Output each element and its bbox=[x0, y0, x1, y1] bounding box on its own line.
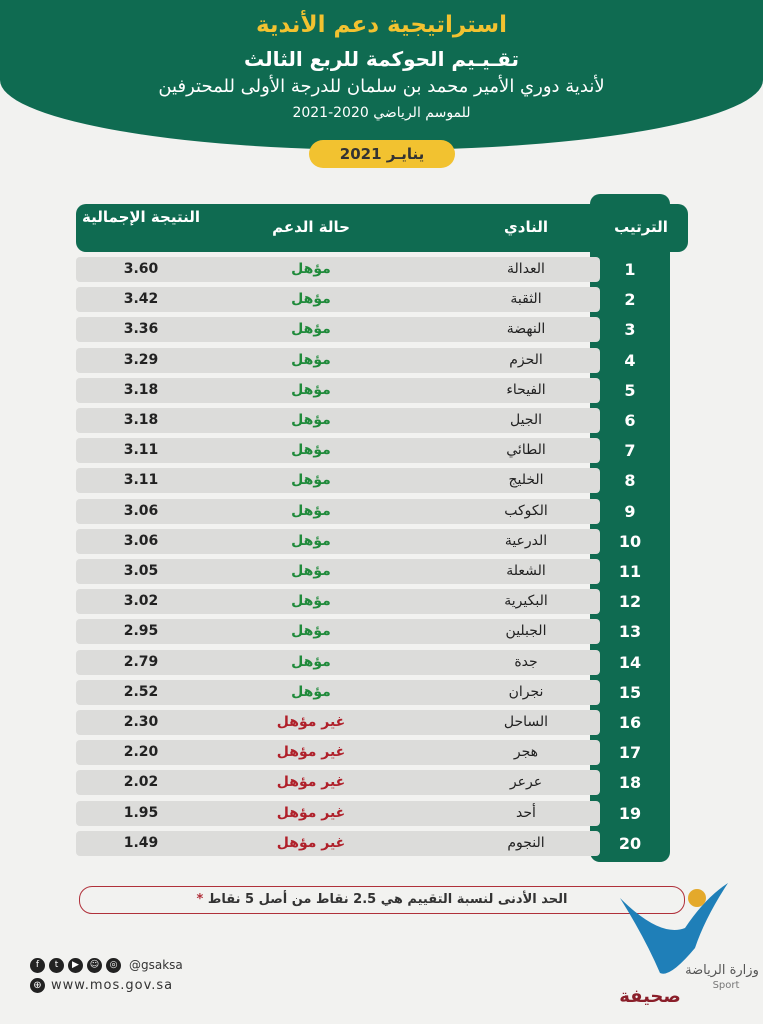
rank-number: 20 bbox=[618, 834, 642, 853]
page-title: استراتيجية دعم الأندية bbox=[255, 12, 508, 38]
header-total: النتيجة الإجمالية bbox=[82, 208, 200, 226]
support-status: مؤهل bbox=[291, 291, 331, 307]
table-row bbox=[76, 559, 600, 584]
total-score: 2.20 bbox=[123, 744, 159, 760]
twitter-icon[interactable]: t bbox=[49, 958, 64, 973]
header-banner bbox=[0, 0, 763, 150]
total-score: 3.18 bbox=[123, 412, 159, 428]
table-row bbox=[76, 438, 600, 463]
support-status: مؤهل bbox=[291, 654, 331, 670]
rank-number: 1 bbox=[624, 260, 636, 279]
instagram-icon[interactable]: ◎ bbox=[106, 958, 121, 973]
total-score: 3.60 bbox=[123, 261, 159, 277]
rank-number: 3 bbox=[624, 320, 636, 339]
rank-number: 14 bbox=[618, 653, 642, 672]
total-score: 3.29 bbox=[123, 352, 159, 368]
total-score: 2.30 bbox=[123, 714, 159, 730]
support-status: مؤهل bbox=[291, 261, 331, 277]
total-score: 3.18 bbox=[123, 382, 159, 398]
rank-number: 4 bbox=[624, 351, 636, 370]
support-status: مؤهل bbox=[291, 533, 331, 549]
total-score: 3.06 bbox=[123, 533, 159, 549]
website-link[interactable] bbox=[30, 976, 173, 994]
support-status: مؤهل bbox=[291, 321, 331, 337]
table-row bbox=[76, 529, 600, 554]
support-status: مؤهل bbox=[291, 442, 331, 458]
support-status: غير مؤهل bbox=[276, 744, 346, 760]
table-row bbox=[76, 378, 600, 403]
table-row bbox=[76, 680, 600, 705]
total-score: 2.79 bbox=[123, 654, 159, 670]
table-row bbox=[76, 770, 600, 795]
total-score: 3.11 bbox=[123, 472, 159, 488]
support-status: مؤهل bbox=[291, 563, 331, 579]
rank-number: 5 bbox=[624, 381, 636, 400]
newspaper-logo bbox=[600, 878, 759, 1010]
club-name: الجبلين bbox=[505, 623, 547, 639]
rank-number: 9 bbox=[624, 502, 636, 521]
support-status: مؤهل bbox=[291, 503, 331, 519]
note-text: الحد الأدنى لنسبة التقييم هي 2.5 نقاط من أصل 5 نقاط bbox=[207, 892, 568, 907]
rank-number: 15 bbox=[618, 683, 642, 702]
support-status: غير مؤهل bbox=[276, 774, 346, 790]
total-score: 3.02 bbox=[123, 593, 159, 609]
support-status: مؤهل bbox=[291, 382, 331, 398]
globe-icon: ⊕ bbox=[30, 978, 45, 993]
table-header bbox=[76, 204, 688, 252]
club-name: الشعلة bbox=[506, 563, 546, 579]
rank-number: 13 bbox=[618, 622, 642, 641]
logo-ministry-text: وزارة الرياضة bbox=[685, 963, 759, 978]
support-status: مؤهل bbox=[291, 352, 331, 368]
club-name: الحزم bbox=[509, 352, 543, 368]
club-name: الطائي bbox=[506, 442, 546, 458]
table-row bbox=[76, 348, 600, 373]
support-status: مؤهل bbox=[291, 412, 331, 428]
club-name: الكوكب bbox=[504, 503, 548, 519]
rank-number: 7 bbox=[624, 441, 636, 460]
logo-head-icon bbox=[688, 889, 706, 907]
note-star: * bbox=[196, 892, 204, 907]
table-row bbox=[76, 468, 600, 493]
club-name: الدرعية bbox=[504, 533, 548, 549]
table-row bbox=[76, 408, 600, 433]
club-name: نجران bbox=[508, 684, 544, 700]
logo-newspaper-text: صحيفة bbox=[619, 986, 681, 1007]
logo-figure-icon bbox=[620, 883, 728, 974]
club-name: هجر bbox=[513, 744, 539, 760]
support-status: غير مؤهل bbox=[276, 835, 346, 851]
support-status: مؤهل bbox=[291, 684, 331, 700]
table-row bbox=[76, 619, 600, 644]
club-name: الساحل bbox=[503, 714, 549, 730]
page-subtitle: تقـيـيم الحوكمة للربع الثالث bbox=[244, 47, 519, 71]
rank-number: 11 bbox=[618, 562, 642, 581]
facebook-icon[interactable]: f bbox=[30, 958, 45, 973]
table-row bbox=[76, 831, 600, 856]
rank-number: 16 bbox=[618, 713, 642, 732]
header-club: النادي bbox=[504, 218, 548, 236]
total-score: 3.42 bbox=[123, 291, 159, 307]
total-score: 2.02 bbox=[123, 774, 159, 790]
rank-number: 8 bbox=[624, 471, 636, 490]
club-name: جدة bbox=[514, 654, 538, 670]
rank-number: 12 bbox=[618, 592, 642, 611]
website-url[interactable]: www.mos.gov.sa bbox=[51, 977, 174, 993]
youtube-icon[interactable]: ▶ bbox=[68, 958, 83, 973]
table-row bbox=[76, 650, 600, 675]
rank-number: 18 bbox=[618, 773, 642, 792]
logo-ministry-en-text: Sport bbox=[712, 980, 740, 991]
club-name: عرعر bbox=[509, 774, 543, 790]
club-name: النهضة bbox=[506, 321, 546, 337]
club-name: الثقبة bbox=[510, 291, 542, 307]
social-handle[interactable]: @gsaksa bbox=[129, 958, 183, 972]
club-name: النجوم bbox=[507, 835, 545, 851]
total-score: 1.49 bbox=[123, 835, 159, 851]
club-name: الجيل bbox=[509, 412, 543, 428]
minimum-score-note bbox=[79, 886, 685, 914]
total-score: 3.06 bbox=[123, 503, 159, 519]
rank-number: 6 bbox=[624, 411, 636, 430]
support-status: مؤهل bbox=[291, 623, 331, 639]
total-score: 1.95 bbox=[123, 805, 159, 821]
season-label: للموسم الرياضي 2020-2021 bbox=[292, 105, 471, 121]
league-name: لأندية دوري الأمير محمد بن سلمان للدرجة الأولى للمحترفين bbox=[158, 76, 605, 97]
club-name: البكيرية bbox=[504, 593, 548, 609]
total-score: 3.36 bbox=[123, 321, 159, 337]
snapchat-icon[interactable]: ☺ bbox=[87, 958, 102, 973]
total-score: 3.11 bbox=[123, 442, 159, 458]
support-status: غير مؤهل bbox=[276, 805, 346, 821]
total-score: 3.05 bbox=[123, 563, 159, 579]
total-score: 2.95 bbox=[123, 623, 159, 639]
rank-number: 10 bbox=[618, 532, 642, 551]
club-name: أحد bbox=[516, 805, 536, 821]
table-row bbox=[76, 287, 600, 312]
social-links bbox=[30, 955, 183, 975]
table-row bbox=[76, 710, 600, 735]
support-status: غير مؤهل bbox=[276, 714, 346, 730]
rank-number: 19 bbox=[618, 804, 642, 823]
rank-number: 2 bbox=[624, 290, 636, 309]
total-score: 2.52 bbox=[123, 684, 159, 700]
support-status: مؤهل bbox=[291, 472, 331, 488]
rank-number: 17 bbox=[618, 743, 642, 762]
header-status: حالة الدعم bbox=[272, 218, 350, 236]
date-badge: ينايـر 2021 bbox=[309, 140, 455, 168]
table-row bbox=[76, 317, 600, 342]
club-name: الفيحاء bbox=[506, 382, 546, 398]
table-row bbox=[76, 740, 600, 765]
club-name: العدالة bbox=[507, 261, 545, 277]
club-name: الخليج bbox=[508, 472, 544, 488]
table-row bbox=[76, 499, 600, 524]
table-row bbox=[76, 589, 600, 614]
support-status: مؤهل bbox=[291, 593, 331, 609]
table-row bbox=[76, 257, 600, 282]
header-rank: الترتيب bbox=[614, 218, 668, 236]
table-row bbox=[76, 801, 600, 826]
